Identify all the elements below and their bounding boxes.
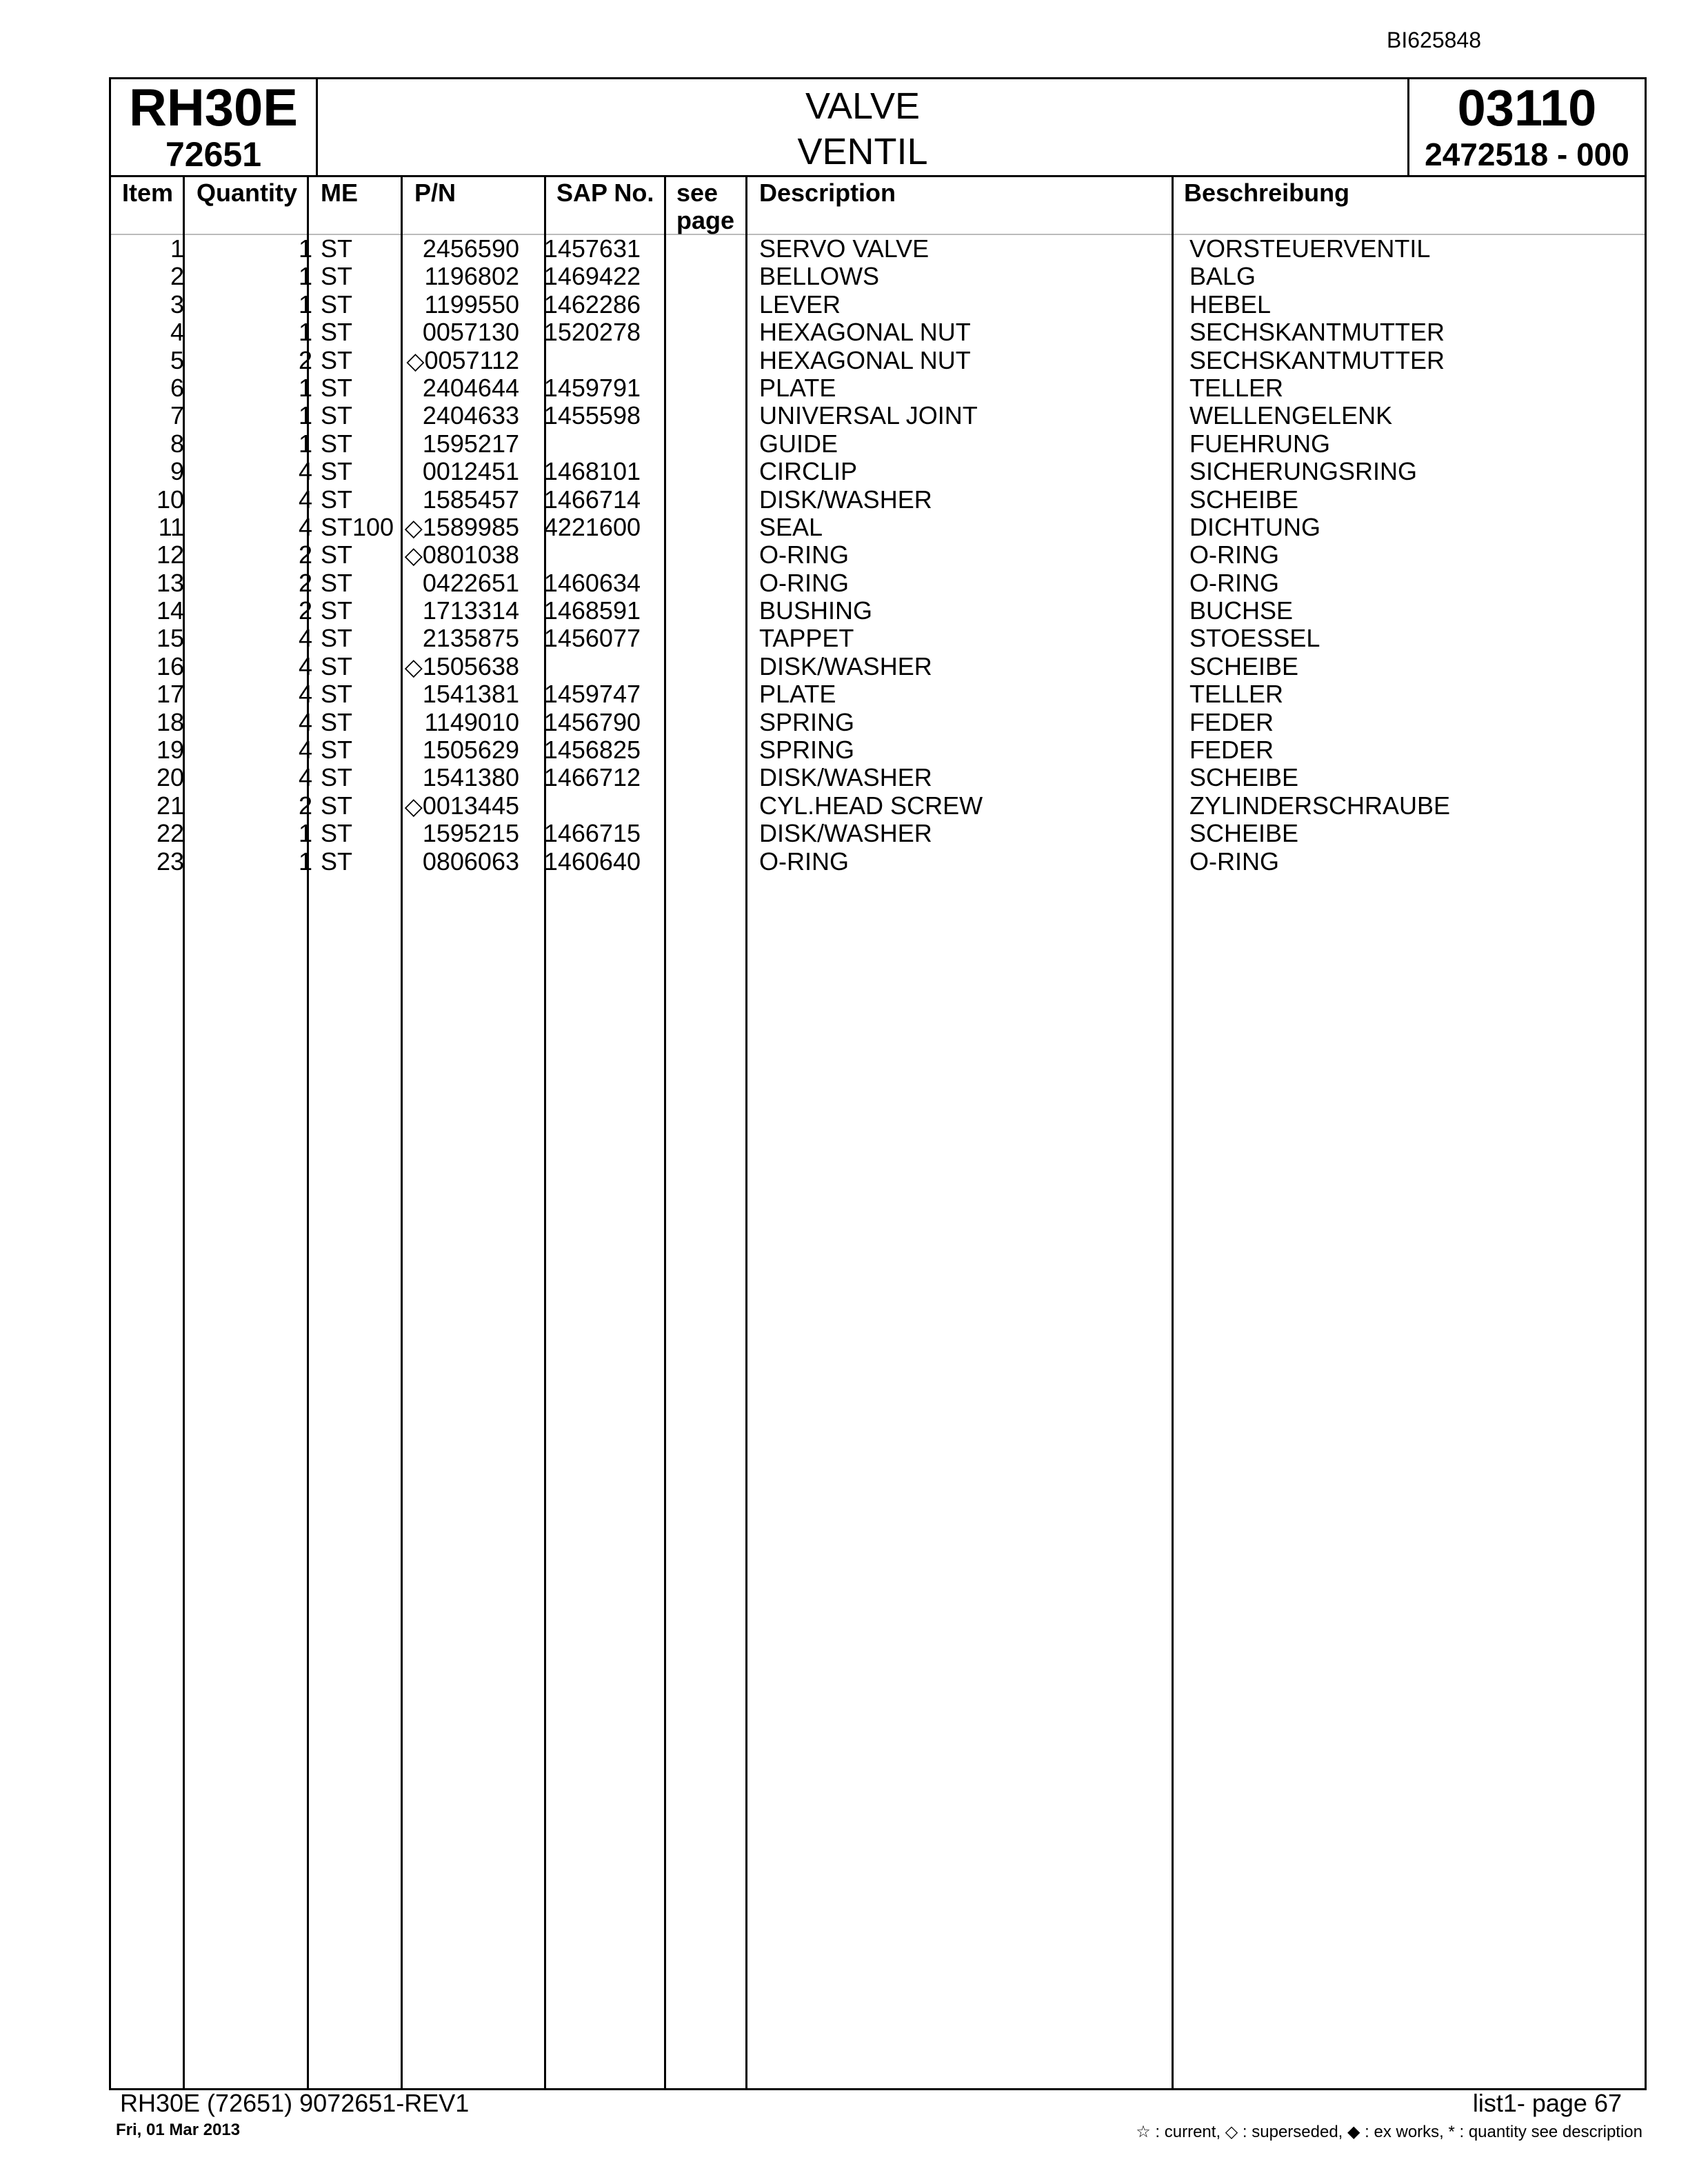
- col-description: Description: [759, 179, 896, 207]
- description-cell: DISK/WASHER: [759, 651, 932, 680]
- item-number: 9: [170, 457, 184, 486]
- beschreibung-cell: O-RING: [1189, 568, 1279, 597]
- description-cell: DISK/WASHER: [759, 485, 932, 514]
- table-row: [111, 764, 1645, 791]
- unit-cell: ST: [321, 736, 353, 765]
- beschreibung-cell: SCHEIBE: [1189, 763, 1299, 792]
- unit-cell: ST: [321, 429, 353, 458]
- quantity-cell: 1: [298, 819, 312, 848]
- quantity-cell: 4: [298, 707, 312, 736]
- sap-number-cell: 1466714: [543, 485, 641, 514]
- unit-cell: ST: [321, 819, 353, 848]
- table-row: [111, 848, 1645, 876]
- beschreibung-cell: VORSTEUERVENTIL: [1189, 234, 1431, 263]
- beschreibung-cell: BUCHSE: [1189, 596, 1294, 625]
- table-row: [111, 402, 1645, 429]
- description-cell: PLATE: [759, 373, 836, 402]
- part-number-value: 1595215: [422, 819, 519, 848]
- beschreibung-cell: SECHSKANTMUTTER: [1189, 318, 1445, 347]
- description-cell: PLATE: [759, 680, 836, 709]
- superseded-icon: ◇: [406, 347, 425, 374]
- title-block: [318, 79, 1407, 175]
- description-cell: GUIDE: [759, 429, 838, 458]
- beschreibung-cell: STOESSEL: [1189, 624, 1320, 653]
- unit-cell: ST: [321, 373, 353, 402]
- document-id: BI625848: [1386, 28, 1481, 52]
- part-number-cell: [423, 430, 519, 458]
- unit-cell: ST: [321, 596, 353, 625]
- part-number-value: 1196802: [424, 262, 519, 291]
- part-number-cell: [423, 680, 519, 709]
- beschreibung-cell: FUEHRUNG: [1189, 429, 1330, 458]
- item-number: 12: [156, 540, 184, 569]
- footer-reference: RH30E (72651) 9072651-REV1: [120, 2089, 470, 2117]
- unit-cell: ST: [321, 763, 353, 792]
- unit-cell: ST: [321, 707, 353, 736]
- drawing-number: 2472518 - 000: [1425, 136, 1629, 172]
- quantity-cell: 2: [298, 596, 312, 625]
- quantity-cell: 4: [298, 485, 312, 514]
- part-number-cell: [423, 848, 519, 876]
- sap-number-cell: 1466715: [543, 819, 641, 848]
- col-quantity: Quantity: [197, 179, 298, 207]
- quantity-cell: 2: [298, 345, 312, 374]
- quantity-cell: 1: [298, 847, 312, 876]
- table-row: [111, 291, 1645, 318]
- beschreibung-cell: TELLER: [1189, 680, 1284, 709]
- table-row: [111, 792, 1645, 820]
- model-block: [111, 79, 318, 175]
- quantity-cell: 1: [298, 373, 312, 402]
- part-number-cell: [423, 569, 519, 598]
- item-number: 16: [156, 651, 184, 680]
- description-cell: BELLOWS: [759, 262, 880, 291]
- beschreibung-cell: ZYLINDERSCHRAUBE: [1189, 791, 1451, 820]
- description-cell: LEVER: [759, 290, 841, 318]
- beschreibung-cell: SCHEIBE: [1189, 485, 1299, 514]
- serial-number: 72651: [165, 135, 262, 174]
- part-number-cell: [423, 597, 519, 625]
- part-number-value: 2135875: [422, 624, 519, 653]
- description-cell: BUSHING: [759, 596, 873, 625]
- part-number-cell: [423, 736, 519, 765]
- table-row: [111, 486, 1645, 514]
- part-number-cell: [423, 625, 519, 653]
- part-number-value: 0806063: [422, 847, 519, 876]
- unit-cell: ST: [321, 791, 353, 820]
- beschreibung-cell: FEDER: [1189, 707, 1274, 736]
- unit-cell: ST100: [321, 512, 394, 541]
- header: [111, 79, 1645, 177]
- sap-number-cell: 1468101: [543, 457, 641, 486]
- unit-cell: ST: [321, 680, 353, 709]
- item-number: 8: [170, 429, 184, 458]
- superseded-icon: ◇: [404, 793, 423, 820]
- part-number-cell: [406, 347, 519, 375]
- part-number-cell: [405, 792, 519, 820]
- description-cell: O-RING: [759, 568, 849, 597]
- table-row: [111, 318, 1645, 346]
- part-number-value: 1585457: [422, 485, 519, 514]
- sap-number-cell: 1459747: [543, 680, 641, 709]
- description-cell: O-RING: [759, 847, 849, 876]
- item-number: 21: [156, 791, 184, 820]
- item-number: 14: [156, 596, 184, 625]
- quantity-cell: 1: [298, 234, 312, 263]
- beschreibung-cell: BALG: [1189, 262, 1256, 291]
- part-number-value: 2456590: [422, 234, 519, 263]
- column-headers: [111, 177, 1645, 235]
- footer-date: Fri, 01 Mar 2013: [116, 2121, 241, 2139]
- group-block: [1407, 79, 1645, 175]
- sap-number-cell: 1460634: [543, 568, 641, 597]
- part-number-value: 1505638: [422, 651, 519, 680]
- quantity-cell: 4: [298, 763, 312, 792]
- part-number-value: 0057112: [424, 345, 519, 374]
- table-row: [111, 347, 1645, 374]
- table-row: [111, 541, 1645, 569]
- item-number: 1: [170, 234, 184, 263]
- sap-number-cell: 1466712: [543, 763, 641, 792]
- superseded-icon: ◇: [404, 543, 423, 569]
- part-number-cell: [425, 709, 519, 737]
- part-number-cell: [405, 514, 519, 542]
- group-number: 03110: [1457, 79, 1597, 136]
- beschreibung-cell: SCHEIBE: [1189, 651, 1299, 680]
- part-number-cell: [423, 402, 519, 430]
- sap-number-cell: 1456825: [543, 736, 641, 765]
- part-number-value: 0012451: [422, 457, 519, 486]
- sap-number-cell: 1457631: [543, 234, 641, 263]
- part-number-value: 0422651: [422, 568, 519, 597]
- quantity-cell: 2: [298, 540, 312, 569]
- item-number: 4: [170, 318, 184, 347]
- sap-number-cell: 1520278: [543, 318, 641, 347]
- superseded-icon: ◇: [404, 514, 423, 541]
- table-row: [111, 820, 1645, 847]
- part-number-value: 1149010: [424, 707, 519, 736]
- table-row: [111, 680, 1645, 708]
- part-number-cell: [425, 263, 519, 291]
- unit-cell: ST: [321, 568, 353, 597]
- quantity-cell: 4: [298, 651, 312, 680]
- col-beschreibung: Beschreibung: [1184, 179, 1350, 207]
- quantity-cell: 2: [298, 791, 312, 820]
- part-number-value: 1589985: [422, 512, 519, 541]
- item-number: 18: [156, 707, 184, 736]
- unit-cell: ST: [321, 847, 353, 876]
- quantity-cell: 4: [298, 512, 312, 541]
- table-row: [111, 653, 1645, 680]
- description-cell: DISK/WASHER: [759, 819, 932, 848]
- col-see: see: [676, 179, 719, 207]
- item-number: 7: [170, 401, 184, 430]
- page-number: list1- page 67: [1472, 2089, 1622, 2117]
- beschreibung-cell: FEDER: [1189, 736, 1274, 765]
- item-number: 17: [156, 680, 184, 709]
- quantity-cell: 4: [298, 680, 312, 709]
- beschreibung-cell: DICHTUNG: [1189, 512, 1320, 541]
- col-page: page: [676, 206, 735, 234]
- description-cell: O-RING: [759, 540, 849, 569]
- description-cell: SPRING: [759, 707, 855, 736]
- part-number-value: 0057130: [422, 318, 519, 347]
- quantity-cell: 1: [298, 290, 312, 318]
- beschreibung-cell: TELLER: [1189, 373, 1284, 402]
- description-cell: DISK/WASHER: [759, 763, 932, 792]
- parts-list-frame: [109, 77, 1647, 2090]
- unit-cell: ST: [321, 318, 353, 347]
- sap-number-cell: 1468591: [543, 596, 641, 625]
- table-row: [111, 458, 1645, 485]
- sap-number-cell: 1456077: [543, 624, 641, 653]
- table-row: [111, 374, 1645, 402]
- table-row: [111, 736, 1645, 764]
- unit-cell: ST: [321, 401, 353, 430]
- part-number-value: 1541380: [422, 763, 519, 792]
- table-row: [111, 514, 1645, 541]
- superseded-icon: ◇: [404, 654, 423, 680]
- table-row: [111, 709, 1645, 736]
- beschreibung-cell: O-RING: [1189, 540, 1279, 569]
- part-number-cell: [423, 374, 519, 403]
- item-number: 19: [156, 736, 184, 765]
- part-number-value: 2404644: [422, 373, 519, 402]
- model-number: RH30E: [129, 79, 298, 137]
- part-number-value: 2404633: [422, 401, 519, 430]
- table-row: [111, 597, 1645, 625]
- description-cell: HEXAGONAL NUT: [759, 345, 971, 374]
- quantity-cell: 1: [298, 401, 312, 430]
- description-cell: CYL.HEAD SCREW: [759, 791, 983, 820]
- quantity-cell: 4: [298, 736, 312, 765]
- col-item: Item: [122, 179, 174, 207]
- part-number-value: 0801038: [422, 540, 519, 569]
- item-number: 10: [156, 485, 184, 514]
- part-number-cell: [423, 458, 519, 486]
- col-sap: SAP No.: [556, 179, 654, 207]
- part-number-value: 1505629: [422, 736, 519, 765]
- item-number: 23: [156, 847, 184, 876]
- part-number-value: 1713314: [422, 596, 519, 625]
- item-number: 3: [170, 290, 184, 318]
- item-number: 22: [156, 819, 184, 848]
- col-me: ME: [321, 179, 358, 207]
- item-number: 13: [156, 568, 184, 597]
- description-cell: HEXAGONAL NUT: [759, 318, 971, 347]
- part-number-cell: [425, 291, 519, 319]
- title-german: VENTIL: [797, 131, 928, 172]
- beschreibung-cell: HEBEL: [1189, 290, 1272, 318]
- description-cell: SPRING: [759, 736, 855, 765]
- beschreibung-cell: SCHEIBE: [1189, 819, 1299, 848]
- part-number-cell: [405, 541, 519, 569]
- quantity-cell: 2: [298, 568, 312, 597]
- unit-cell: ST: [321, 290, 353, 318]
- sap-number-cell: 1459791: [543, 373, 641, 402]
- title-english: VALVE: [805, 85, 921, 127]
- description-cell: SEAL: [759, 512, 823, 541]
- unit-cell: ST: [321, 485, 353, 514]
- unit-cell: ST: [321, 540, 353, 569]
- sap-number-cell: 1456790: [543, 707, 641, 736]
- description-cell: SERVO VALVE: [759, 234, 930, 263]
- item-number: 15: [156, 624, 184, 653]
- table-row: [111, 569, 1645, 597]
- description-cell: UNIVERSAL JOINT: [759, 401, 978, 430]
- sap-number-cell: 1462286: [543, 290, 641, 318]
- table-row: [111, 263, 1645, 290]
- col-pn: P/N: [414, 179, 456, 207]
- table-row: [111, 430, 1645, 458]
- item-number: 2: [170, 262, 184, 291]
- part-number-value: 1541381: [422, 680, 519, 709]
- beschreibung-cell: O-RING: [1189, 847, 1279, 876]
- part-number-cell: [423, 820, 519, 848]
- beschreibung-cell: SICHERUNGSRING: [1189, 457, 1418, 486]
- unit-cell: ST: [321, 624, 353, 653]
- sap-number-cell: 1455598: [543, 401, 641, 430]
- item-number: 6: [170, 373, 184, 402]
- beschreibung-cell: WELLENGELENK: [1189, 401, 1393, 430]
- part-number-cell: [423, 764, 519, 792]
- unit-cell: ST: [321, 651, 353, 680]
- item-number: 5: [170, 345, 184, 374]
- beschreibung-cell: SECHSKANTMUTTER: [1189, 345, 1445, 374]
- sap-number-cell: 4221600: [543, 512, 641, 541]
- unit-cell: ST: [321, 457, 353, 486]
- part-number-cell: [423, 235, 519, 263]
- symbol-legend: ☆ : current, ◇ : superseded, ◆ : ex works, * : quantity see description: [1136, 2123, 1642, 2141]
- part-number-value: 1595217: [422, 429, 519, 458]
- part-number-value: 0013445: [422, 791, 519, 820]
- unit-cell: ST: [321, 234, 353, 263]
- quantity-cell: 4: [298, 624, 312, 653]
- quantity-cell: 1: [298, 429, 312, 458]
- description-cell: CIRCLIP: [759, 457, 858, 486]
- quantity-cell: 1: [298, 262, 312, 291]
- table-row: [111, 235, 1645, 263]
- unit-cell: ST: [321, 345, 353, 374]
- part-number-cell: [405, 653, 519, 681]
- sap-number-cell: 1460640: [543, 847, 641, 876]
- quantity-cell: 4: [298, 457, 312, 486]
- unit-cell: ST: [321, 262, 353, 291]
- item-number: 20: [156, 763, 184, 792]
- part-number-cell: [423, 318, 519, 347]
- quantity-cell: 1: [298, 318, 312, 347]
- table-row: [111, 625, 1645, 652]
- item-number: 11: [158, 512, 184, 541]
- part-number-cell: [423, 486, 519, 514]
- sap-number-cell: 1469422: [543, 262, 641, 291]
- description-cell: TAPPET: [759, 624, 854, 653]
- part-number-value: 1199550: [424, 290, 519, 318]
- parts-table-body: [111, 235, 1645, 876]
